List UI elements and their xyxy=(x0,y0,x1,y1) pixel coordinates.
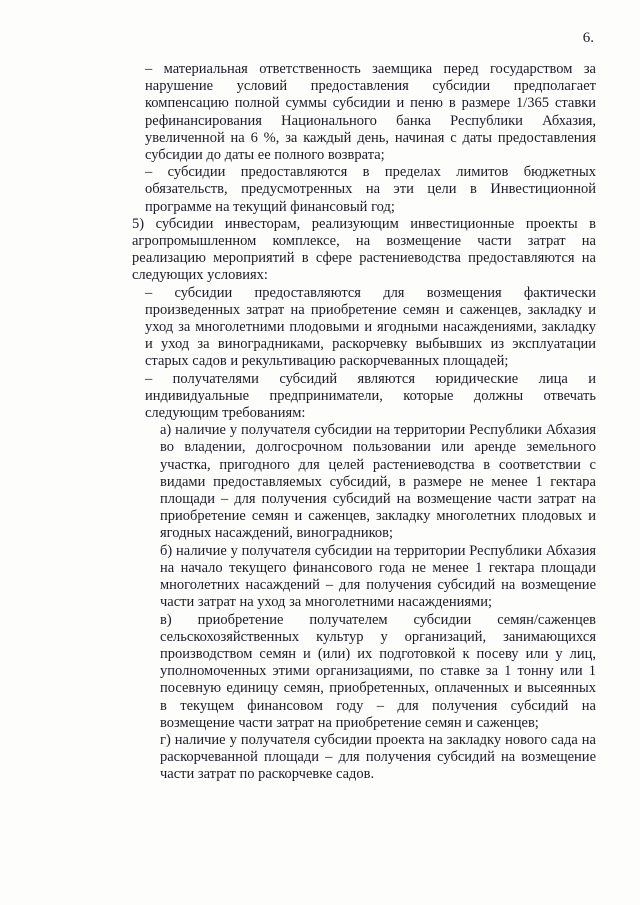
numbered-item-5: 5) субсидии инвесторам, реализующим инвестиционные проекты в агропромышленном комплексе, на возмещение части затрат на реализацию мероприятий в сфере растениеводства предоставляются на следующих условиях: xyxy=(132,215,596,284)
document-body xyxy=(132,61,596,784)
dash-item-budget-limits: – субсидии предоставляются в пределах лимитов бюджетных обязательств, предусмотренных на эти цели в Инвестиционной программе на текущий финансовый год; xyxy=(145,164,596,215)
letter-item-b: б) наличие у получателя субсидии на территории Республики Абхазия на начало текущего финансового года не менее 1 гектара площади многолетних насаждений – для получения субсидий на возмещение части затрат на уход за многолетними насаждениями; xyxy=(160,542,596,611)
letter-item-a: а) наличие у получателя субсидии на территории Республики Абхазия во владении, долгосрочном пользовании или аренде земельного участка, пригодного для целей растениеводства в соответствии с видами предоставляемых субсидий, в размере не менее 1 гектара площади – для получения субсидий на возмещение части затрат на приобретение семян и саженцев, закладку многолетних плодовых и ягодных насаждений, виноградников; xyxy=(160,422,596,542)
dash-item-compensation-scope: – субсидии предоставляются для возмещения фактически произведенных затрат на приобретение семян и саженцев, закладку и уход за многолетними плодовыми и ягодными насаждениями, закладку и уход за виноградниками, раскорчевку выбывших из эксплуатации старых садов и рекультивацию раскорчеванных площадей; xyxy=(145,284,596,370)
dash-item-liability: – материальная ответственность заемщика перед государством за нарушение условий предоставления субсидии предполагает компенсацию полной суммы субсидии и пеню в размере 1/365 ставки рефинансирования Национального банка Республики Абхазия, увеличенной на 6 %, за каждый день, начиная с даты предоставления субсидии до даты ее полного возврата; xyxy=(145,61,596,164)
letter-item-g: г) наличие у получателя субсидии проекта на закладку нового сада на раскорчеванной площади – для получения субсидий на возмещение части затрат по раскорчевке садов. xyxy=(160,731,596,783)
page-number: 6. xyxy=(582,30,594,46)
dash-item-recipients: – получателями субсидий являются юридические лица и индивидуальные предприниматели, которые должны отвечать следующим требованиям: xyxy=(145,370,596,422)
letter-item-v: в) приобретение получателем субсидии семян/саженцев сельскохозяйственных культур у организаций, занимающихся производством семян и (или) их подготовкой к посеву или у лиц, уполномоченных этими организациями, по ставке за 1 тонну или 1 посевную единицу семян, приобретенных, оплаченных и высеянных в текущем финансовом году – для получения субсидий на возмещение части затрат на приобретение семян и саженцев; xyxy=(160,611,596,731)
